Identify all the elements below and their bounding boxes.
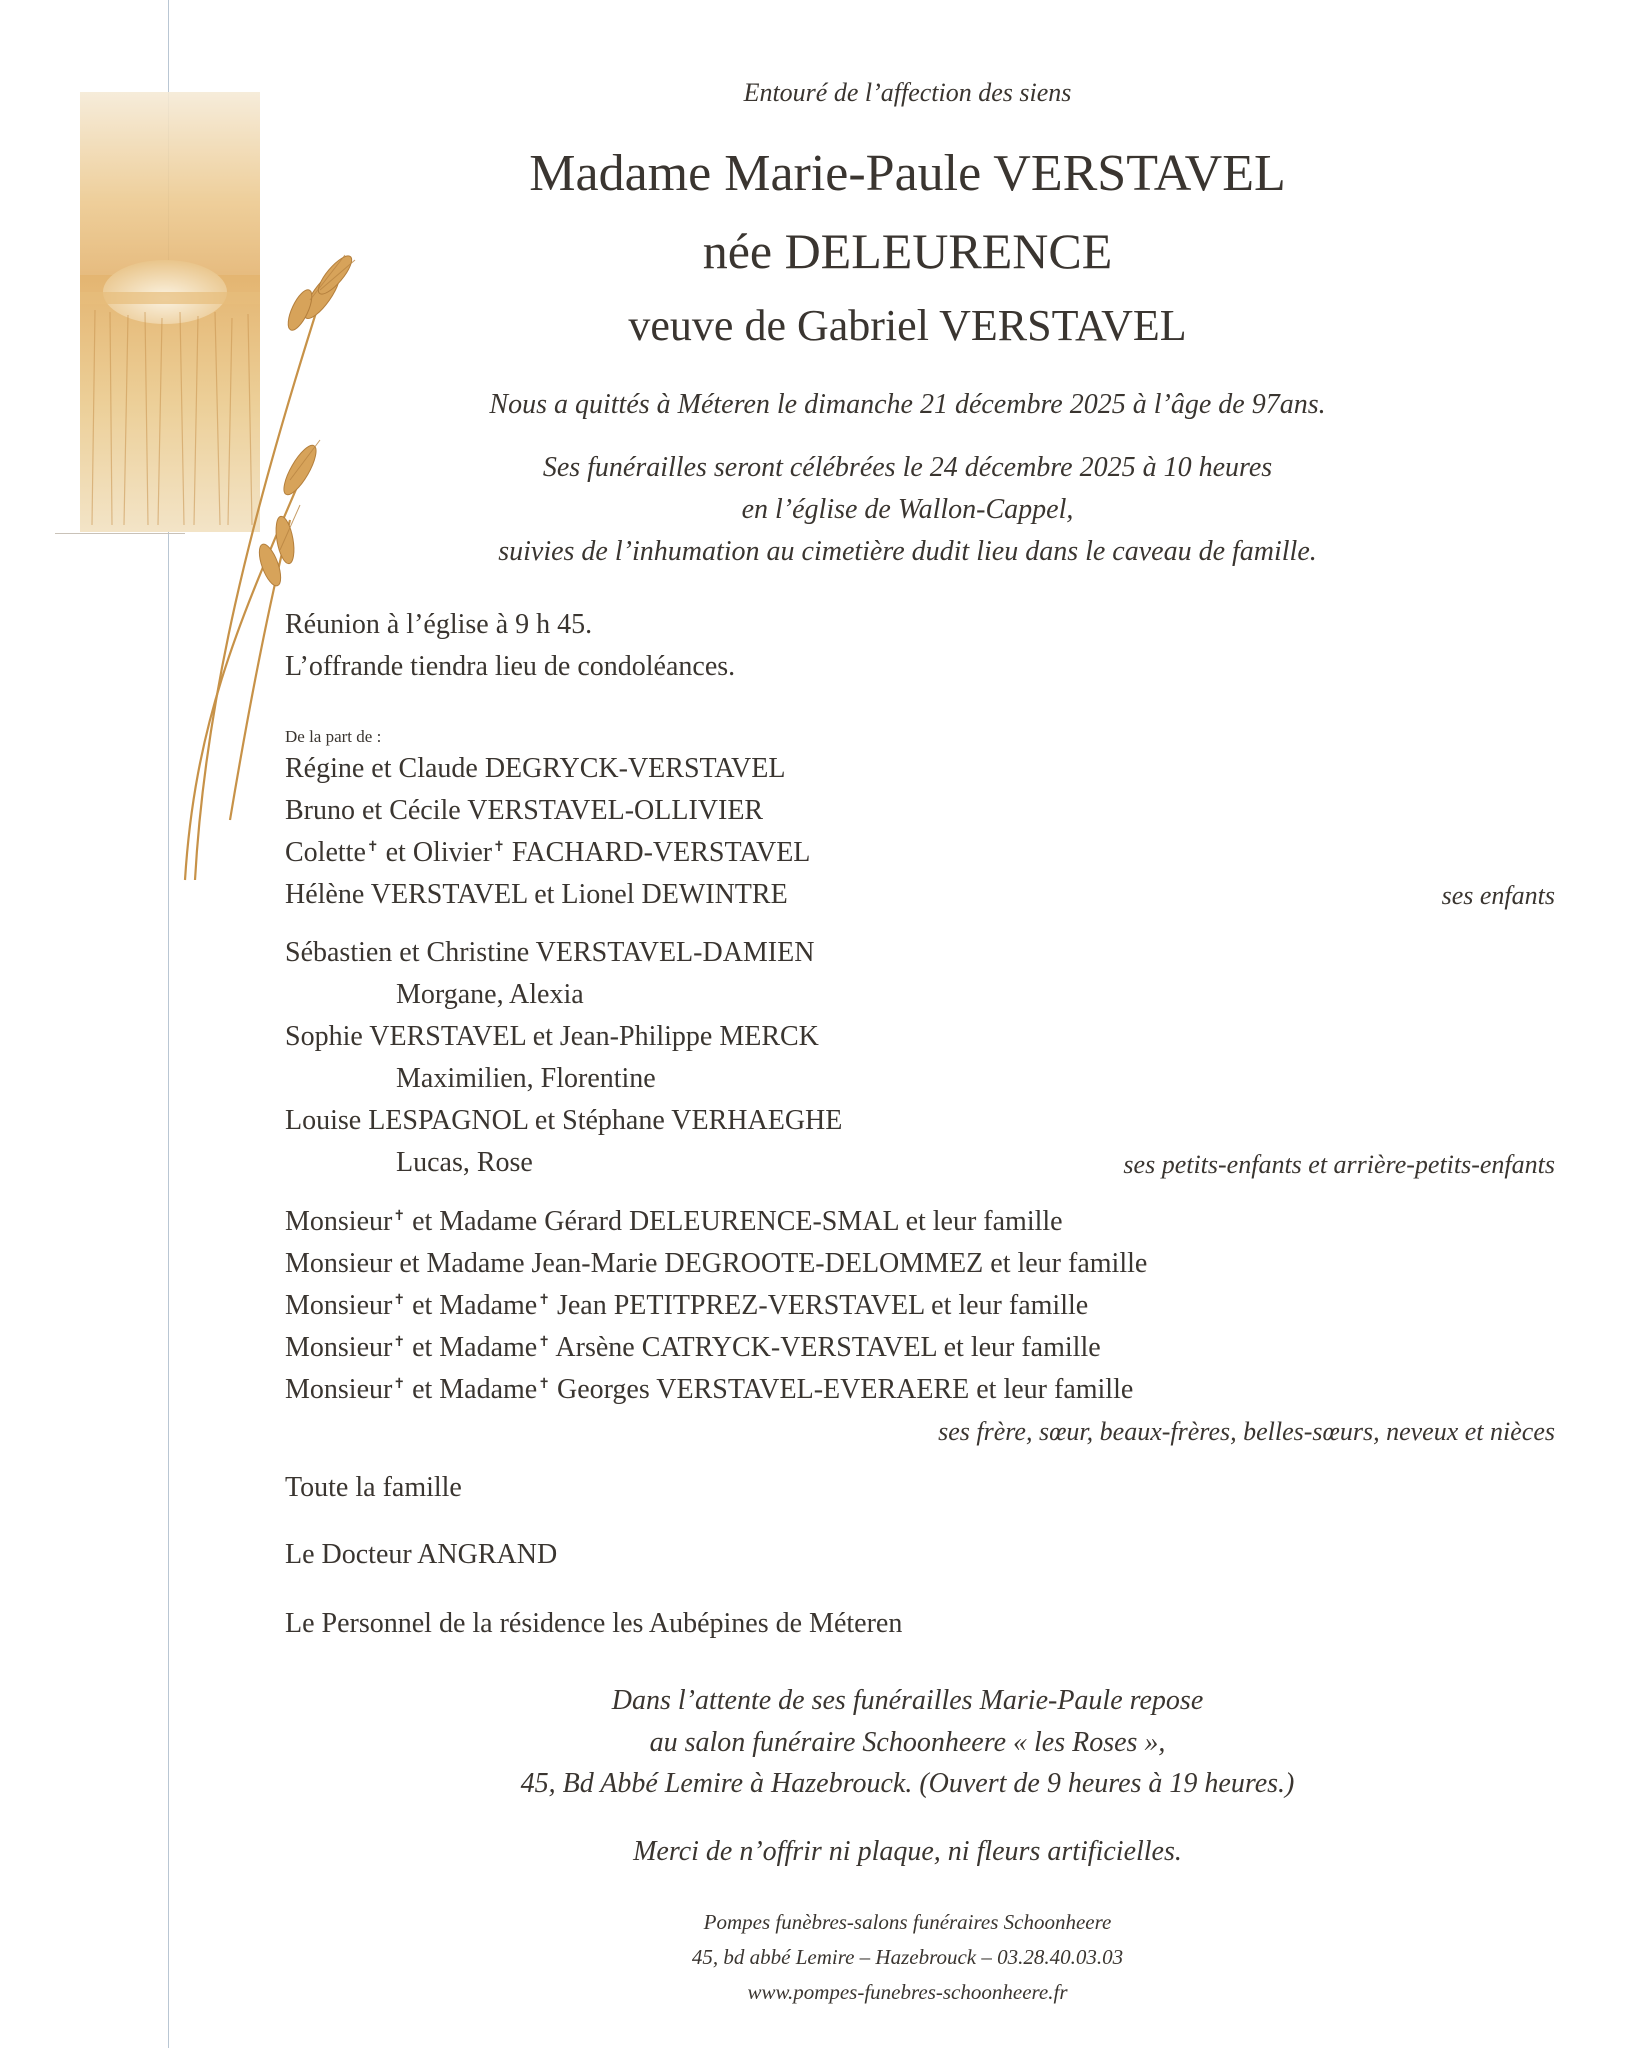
grandchild-row: Sébastien et Christine VERSTAVEL-DAMIEN bbox=[285, 937, 815, 968]
widow-of: veuve de Gabriel VERSTAVEL bbox=[628, 301, 1187, 350]
maiden-name: née DELEURENCE bbox=[702, 223, 1113, 279]
sibling-row bbox=[285, 1373, 1133, 1407]
grandchild-row: Louise LESPAGNOL et Stéphane VERHAEGHE bbox=[285, 1105, 843, 1136]
family-line: Toute la famille bbox=[285, 1472, 462, 1503]
grandchildren-label: ses petits-enfants et arrière-petits-enfants bbox=[1123, 1150, 1555, 1179]
child-row: Hélène VERSTAVEL et Lionel DEWINTRE bbox=[285, 879, 788, 910]
cross-icon: ✝ bbox=[393, 1208, 406, 1224]
rest-line-1: Dans l’attente de ses funérailles Marie-Paule repose bbox=[611, 1685, 1204, 1716]
grandchild-row: Lucas, Rose bbox=[396, 1147, 533, 1178]
sibling-row bbox=[285, 1205, 1063, 1239]
name-part: et Madame bbox=[405, 1290, 538, 1321]
child-row: Bruno et Cécile VERSTAVEL-OLLIVIER bbox=[285, 795, 764, 826]
name-part: FACHARD-VERSTAVEL bbox=[504, 837, 811, 868]
name-part: Jean PETITPREZ-VERSTAVEL et leur famille bbox=[549, 1290, 1089, 1321]
rest-line-3: 45, Bd Abbé Lemire à Hazebrouck. (Ouvert de 9 heures à 19 heures.) bbox=[520, 1768, 1295, 1799]
meeting-line-2: L’offrande tiendra lieu de condoléances. bbox=[285, 651, 736, 682]
cross-icon: ✝ bbox=[493, 839, 505, 855]
grandchild-row: Sophie VERSTAVEL et Jean-Philippe MERCK bbox=[285, 1021, 819, 1052]
name-part: Monsieur bbox=[285, 1206, 393, 1237]
name-part: et Madame bbox=[405, 1332, 538, 1363]
footer-address: 45, bd abbé Lemire – Hazebrouck – 03.28.40.03.03 bbox=[691, 1945, 1124, 1969]
meeting-line-1: Réunion à l’église à 9 h 45. bbox=[285, 609, 593, 640]
funeral-line-2: en l’église de Wallon-Cappel, bbox=[741, 494, 1074, 525]
deceased-name: Madame Marie-Paule VERSTAVEL bbox=[529, 145, 1286, 202]
staff-line: Le Personnel de la résidence les Aubépines de Méteren bbox=[285, 1608, 903, 1639]
cross-icon: ✝ bbox=[393, 1376, 406, 1392]
cross-icon: ✝ bbox=[366, 839, 379, 855]
name-part: Monsieur bbox=[285, 1374, 393, 1405]
cross-icon: ✝ bbox=[538, 1334, 550, 1350]
funeral-line-1: Ses funérailles seront célébrées le 24 décembre 2025 à 10 heures bbox=[542, 452, 1273, 483]
cross-icon: ✝ bbox=[538, 1292, 550, 1308]
doctor-line: Le Docteur ANGRAND bbox=[285, 1539, 558, 1570]
from-label: De la part de : bbox=[285, 727, 382, 746]
name-part: Colette bbox=[285, 837, 366, 868]
death-text: Nous a quittés à Méteren le dimanche 21 décembre 2025 à l’âge de 97ans. bbox=[489, 389, 1326, 420]
grandchild-row: Morgane, Alexia bbox=[396, 979, 584, 1010]
child-row bbox=[285, 836, 810, 870]
children-label: ses enfants bbox=[1441, 881, 1555, 910]
name-part: et Madame Gérard DELEURENCE-SMAL et leur famille bbox=[405, 1206, 1063, 1237]
rest-line-2: au salon funéraire Schoonheere « les Roses », bbox=[649, 1727, 1166, 1758]
child-row: Régine et Claude DEGRYCK-VERSTAVEL bbox=[285, 753, 786, 784]
footer-company: Pompes funèbres-salons funéraires Schoonheere bbox=[703, 1910, 1112, 1934]
name-part: et Madame bbox=[405, 1374, 538, 1405]
sibling-row: Monsieur et Madame Jean-Marie DEGROOTE-DELOMMEZ et leur famille bbox=[285, 1248, 1148, 1279]
cross-icon: ✝ bbox=[393, 1334, 406, 1350]
name-part: Monsieur bbox=[285, 1332, 393, 1363]
sibling-row bbox=[285, 1289, 1088, 1323]
name-part: Georges VERSTAVEL-EVERAERE et leur famille bbox=[549, 1374, 1134, 1405]
request-line: Merci de n’offrir ni plaque, ni fleurs artificielles. bbox=[633, 1836, 1182, 1867]
grandchild-row: Maximilien, Florentine bbox=[396, 1063, 656, 1094]
sibling-row bbox=[285, 1331, 1101, 1365]
siblings-label: ses frère, sœur, beaux-frères, belles-sœurs, neveux et nièces bbox=[938, 1417, 1555, 1446]
cross-icon: ✝ bbox=[538, 1376, 550, 1392]
footer-website: www.pompes-funebres-schoonheere.fr bbox=[747, 1980, 1068, 2004]
funeral-line-3: suivies de l’inhumation au cimetière dudit lieu dans le caveau de famille. bbox=[498, 536, 1317, 567]
name-part: et Olivier bbox=[378, 837, 493, 868]
name-part: Monsieur bbox=[285, 1290, 393, 1321]
horizontal-rule bbox=[55, 533, 185, 534]
cross-icon: ✝ bbox=[393, 1292, 406, 1308]
name-part: Arsène CATRYCK-VERSTAVEL et leur famille bbox=[549, 1332, 1101, 1363]
intro-text: Entouré de l’affection des siens bbox=[743, 78, 1072, 107]
